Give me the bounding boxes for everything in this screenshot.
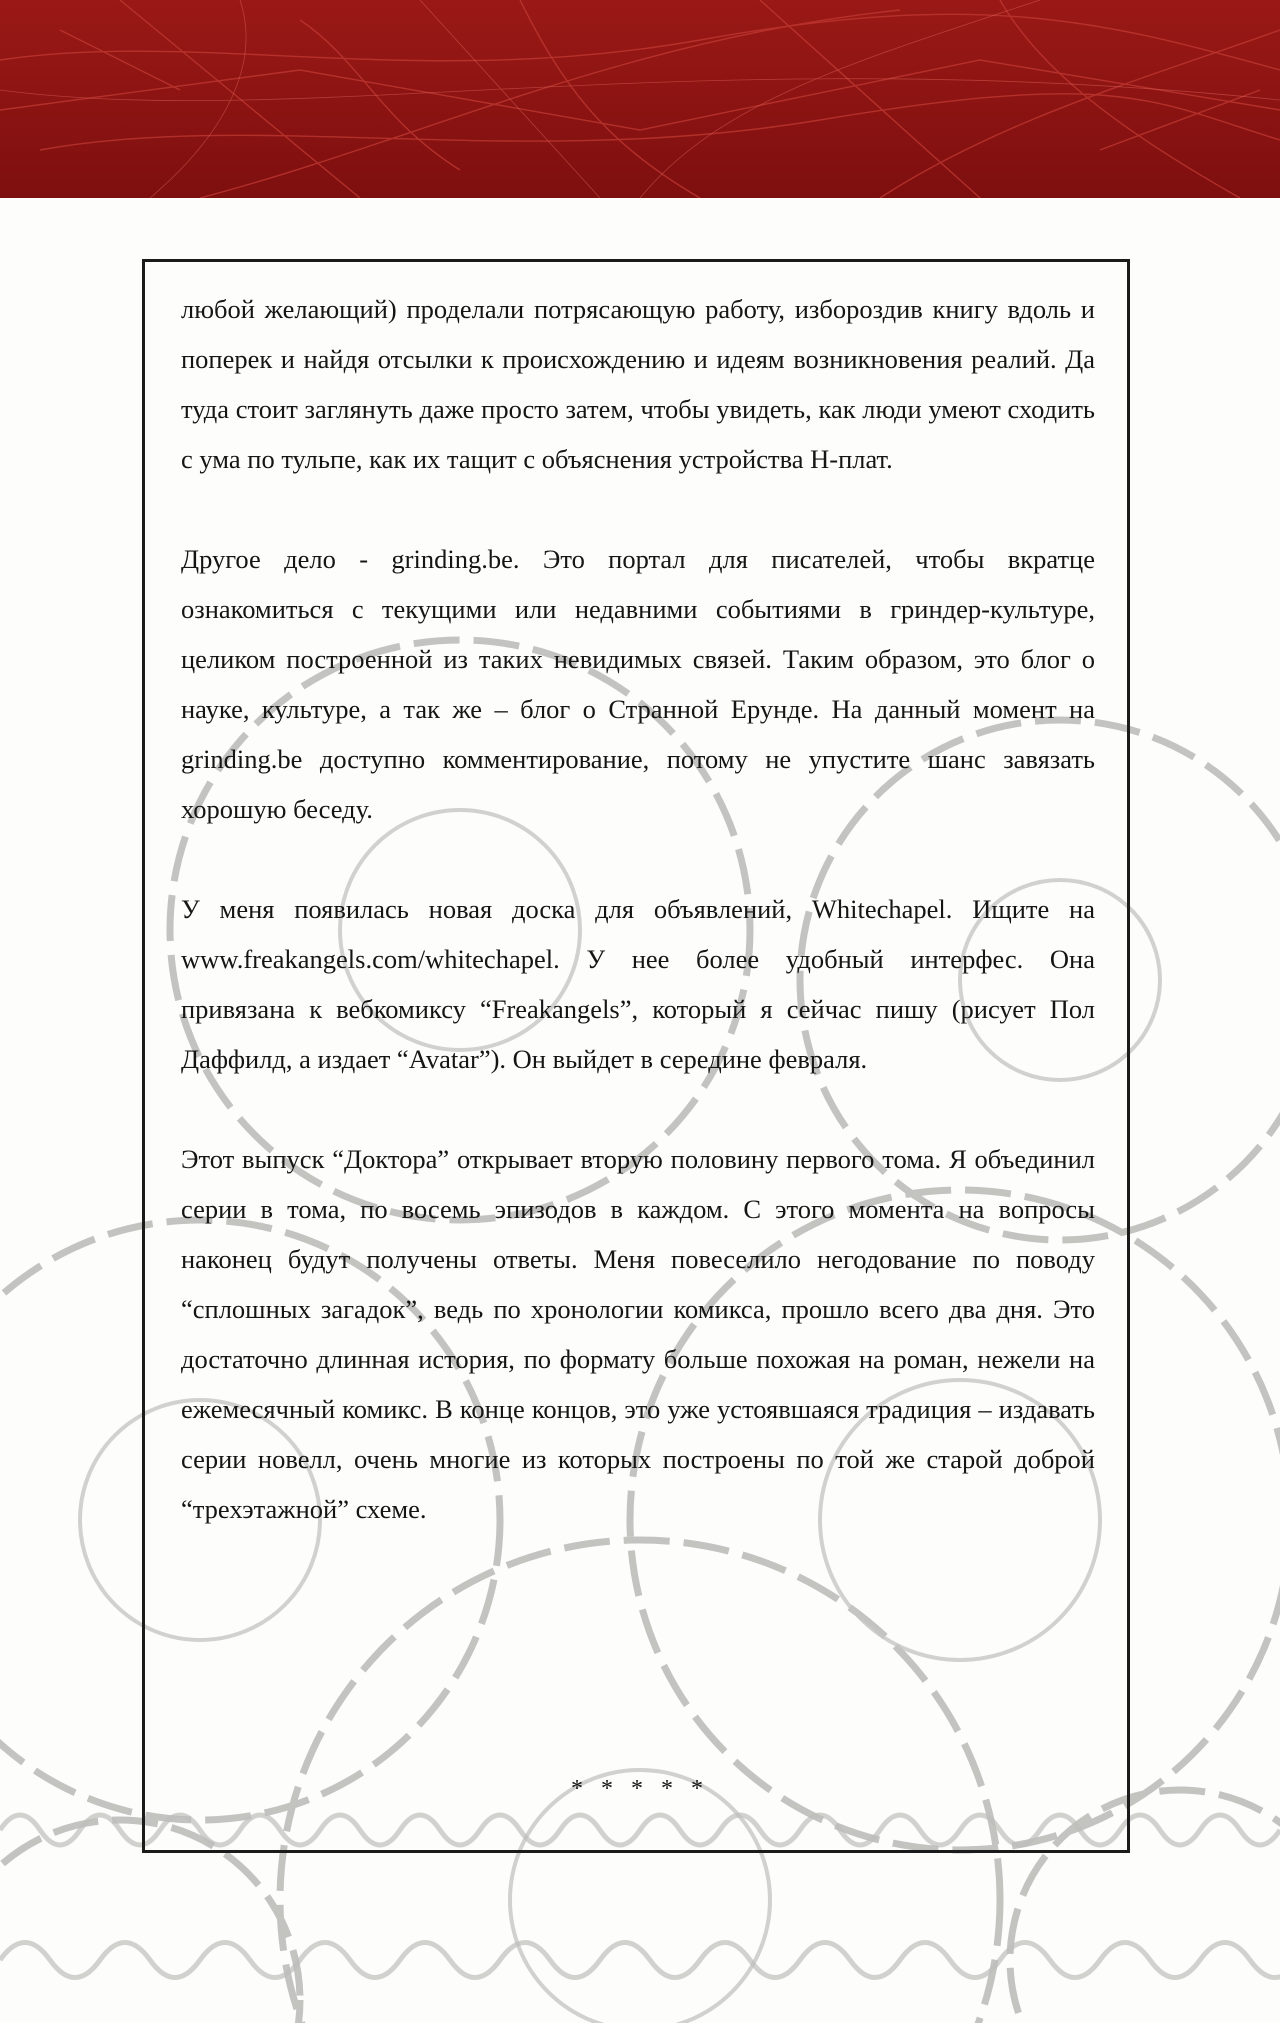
scratched-red-band xyxy=(0,0,1280,198)
scratch-texture xyxy=(0,0,1280,198)
section-separator: * * * * * xyxy=(571,1776,709,1802)
paragraph-4: Этот выпуск “Доктора” открывает вторую половину первого тома. Я объединил серии в тома, по восемь эпизодов в каждом. С этого момента на вопросы наконец будут получены ответы. Меня повеселило негодование по поводу “сплошных загадок”, ведь по хронологии комикса, прошло всего два дня. Это достаточно длинная история, по формату больше похожая на роман, нежели на ежемесячный комикс. В конце концов, это уже устоявшаяся традиция – издавать серии новелл, очень многие из которых построены по той же старой доброй “трехэтажной” схеме. xyxy=(181,1144,1095,1524)
article-body xyxy=(181,284,1095,1584)
paragraph-3: У меня появилась новая доска для объявлений, Whitechapel. Ищите на www.freakangels.com/whitechapel. У нее более удобный интерфес. Она привязана к вебкомиксу “Freakangels”, который я сейчас пишу (рисует Пол Даффилд, а издает “Avatar”). Он выйдет в середине февраля. xyxy=(181,894,1095,1074)
paragraph-2: Другое дело - grinding.be. Это портал для писателей, чтобы вкратце ознакомиться с текущими или недавними событиями в гриндер-культуре, целиком построенной из таких невидимых связей. Таким образом, это блог о науке, культуре, а так же – блог о Странной Ерунде. На данный момент на grinding.be доступно комментирование, потому не упустите шанс завязать хорошую беседу. xyxy=(181,544,1095,824)
paragraph-1: любой желающий) проделали потрясающую работу, избороздив книгу вдоль и поперек и найдя отсылки к происхождению и идеям возникновения реалий. Да туда стоит заглянуть даже просто затем, чтобы увидеть, как люди умеют сходить с ума по тульпе, как их тащит с объяснения устройства Н-плат. xyxy=(181,294,1095,474)
